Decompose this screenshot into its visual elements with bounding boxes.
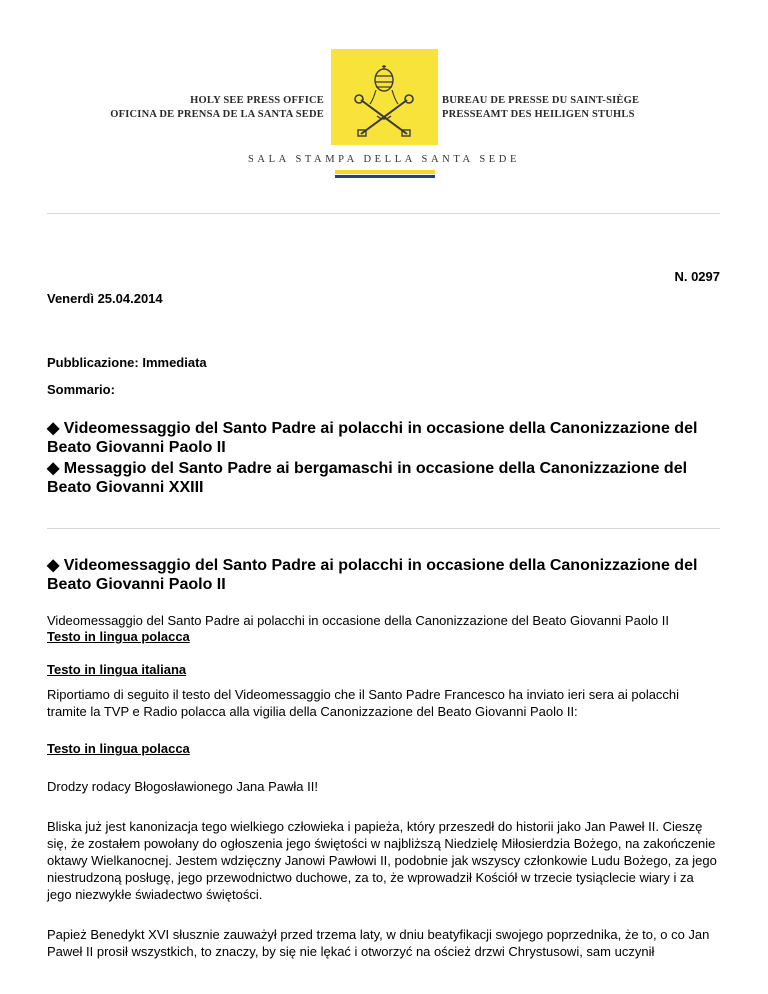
letterhead-right-line2: PRESSEAMT DES HEILIGEN STUHLS (442, 109, 635, 120)
summary-item[interactable]: ◆ Videomessaggio del Santo Padre ai polacchi in occasione della Canonizzazione del Beato Giovanni Paolo II (47, 420, 698, 456)
letterhead-left (110, 94, 324, 122)
papal-keys-emblem-icon (343, 60, 425, 142)
letterhead-right (442, 94, 639, 122)
letterhead (0, 0, 768, 200)
link-polish-text[interactable]: Testo in lingua polacca (47, 629, 190, 644)
section-subtitle: Videomessaggio del Santo Padre ai polacchi in occasione della Canonizzazione del Beato Giovanni Paolo II (47, 613, 670, 628)
link-polish-text-2[interactable]: Testo in lingua polacca (47, 741, 190, 756)
letterhead-left-line1: HOLY SEE PRESS OFFICE (190, 95, 324, 106)
publication-status: Pubblicazione: Immediata (47, 355, 207, 370)
intro-paragraph: Riportiamo di seguito il testo del Videomessaggio che il Santo Padre Francesco ha inviato ieri sera ai polacchi tramite la TVP e Radio polacca alla vigilia della Canonizzazione del Beato Giovanni Paolo II: (47, 687, 680, 719)
paragraph-2: Papież Benedykt XVI słusznie zauważył przed trzema laty, w dniu beatyfikacji swojego poprzednika, że to, o co Jan Paweł II prosił wszystkich, to znaczy, by się nie lękać i otworzyć na oścież drzwi Chrystusowi, sam uczynił (47, 927, 710, 959)
greeting: Drodzy rodacy Błogosławionego Jana Pawła II! (47, 779, 318, 794)
sala-stampa-title: SALA STAMPA DELLA SANTA SEDE (247, 154, 520, 165)
divider-top (47, 213, 720, 214)
bulletin-date: Venerdì 25.04.2014 (47, 291, 163, 306)
blue-stripe (335, 175, 435, 178)
divider-middle (47, 528, 720, 529)
summary-item[interactable]: ◆ Messaggio del Santo Padre ai bergamaschi in occasione della Canonizzazione del Beato Giovanni XXIII (47, 460, 688, 496)
letterhead-right-line1: BUREAU DE PRESSE DU SAINT-SIÈGE (442, 95, 640, 106)
bulletin-number: N. 0297 (674, 269, 720, 284)
yellow-stripe (335, 170, 435, 174)
summary-label: Sommario: (47, 382, 115, 397)
section-title: ◆ Videomessaggio del Santo Padre ai polacchi in occasione della Canonizzazione del Beato Giovanni Paolo II (47, 557, 698, 593)
letterhead-left-line2: OFICINA DE PRENSA DE LA SANTA SEDE (110, 109, 324, 120)
paragraph-1: Bliska już jest kanonizacja tego wielkiego człowieka i papieża, który przeszedł do historii jako Jan Paweł II. Cieszę się, że zostałem powołany do ogłoszenia jego świętości w najbliższą Niedzielę Miłosierdzia Bożego, na zakończenie oktawy Wielkanocnej. Jestem wdzięczny Janowi Pawłowi II, podobnie jak wszyscy członkowie Ludu Bożego, za jego niestrudzoną posługę, jego przewodnictwo duchowe, za to, że wprowadził Kościół w trzecie tysiąclecie wiary i za jego niezwykłe świadectwo świętości. (47, 819, 717, 902)
link-italian-text[interactable]: Testo in lingua italiana (47, 662, 187, 677)
